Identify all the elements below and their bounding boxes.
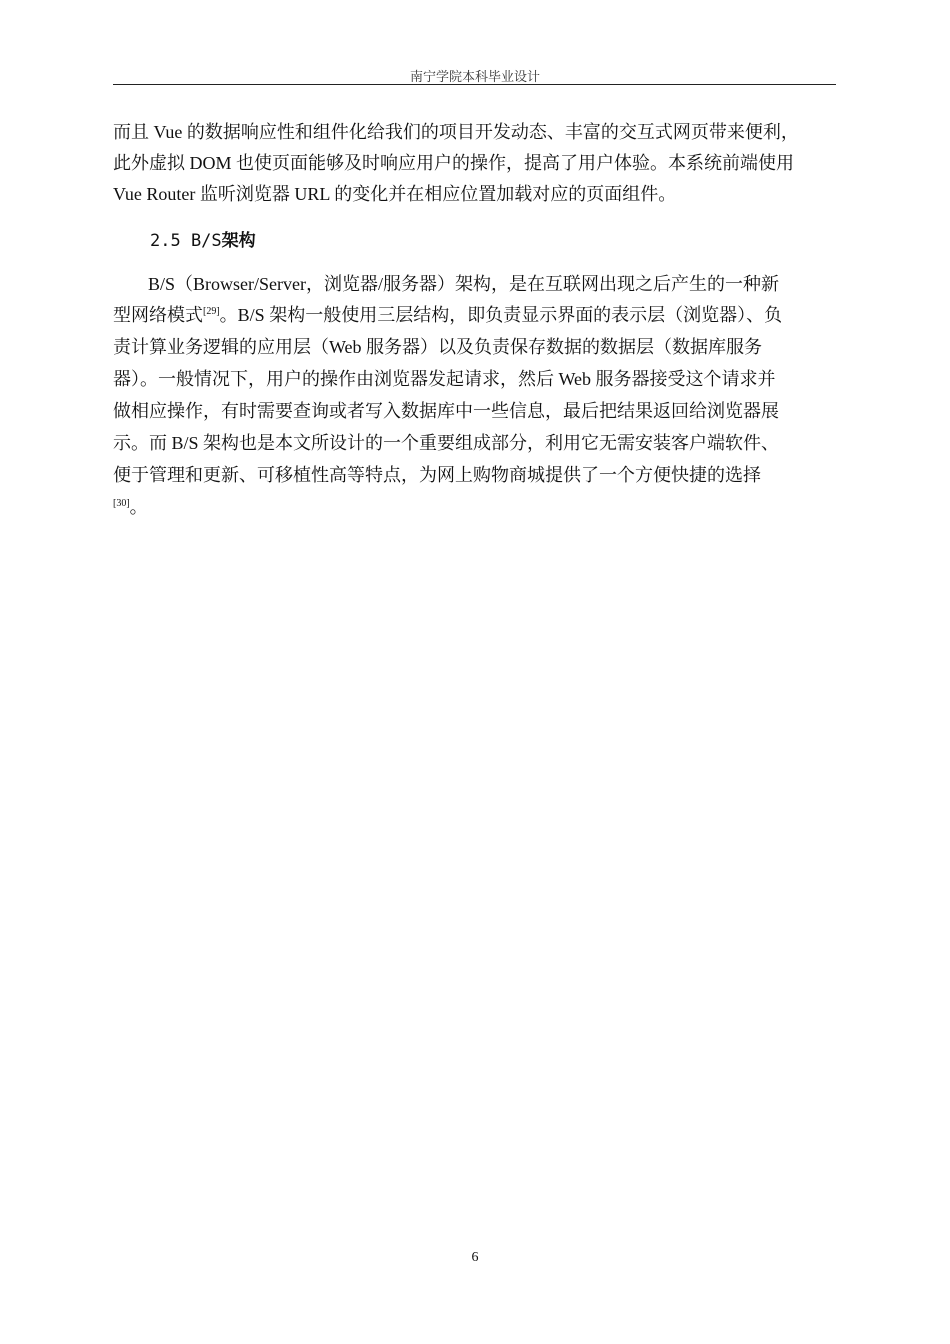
section-heading [150,229,256,253]
intro-line-3: Vue Router 监听浏览器 URL 的变化并在相应位置加载对应的页面组件。 [113,184,677,204]
citation-30: [30] [113,498,130,509]
page-number: 6 [471,1250,479,1265]
section-number: 2.5 B/S [150,231,222,251]
body-line-2-text: 型网络模式 [113,305,203,325]
body-line-8 [113,495,148,523]
citation-29: [29] [203,306,220,317]
intro-line-2: 此外虚拟 DOM 也使页面能够及时响应用户的操作，提高了用户体验。本系统前端使用 [113,153,794,173]
running-header: 南宁学院本科毕业设计 [409,69,540,84]
body-line-4: 器）。一般情况下，用户的操作由浏览器发起请求，然后 Web 服务器接受这个请求并 [113,369,776,389]
body-line-7: 便于管理和更新、可移植性高等特点，为网上购物商城提供了一个方便快捷的选择 [113,465,761,485]
intro-line-1: 而且 Vue 的数据响应性和组件化给我们的项目开发动态、丰富的交互式网页带来便利， [113,122,799,142]
section-title: 架构 [221,231,256,251]
body-line-8-rest: 。 [129,497,148,517]
body-line-2-rest: 。B/S 架构一般使用三层结构，即负责显示界面的表示层（浏览器）、负 [219,305,783,325]
body-line-1: B/S（Browser/Server，浏览器/服务器）架构，是在互联网出现之后产生的一种新 [148,274,779,294]
body-line-2 [113,303,782,331]
header-divider [113,84,836,85]
body-line-3: 责计算业务逻辑的应用层（Web 服务器）以及负责保存数据的数据层（数据库服务 [113,337,763,357]
body-line-5: 做相应操作，有时需要查询或者写入数据库中一些信息，最后把结果返回给浏览器展 [113,401,779,421]
body-line-6: 示。而 B/S 架构也是本文所设计的一个重要组成部分，利用它无需安装客户端软件、 [113,433,780,453]
